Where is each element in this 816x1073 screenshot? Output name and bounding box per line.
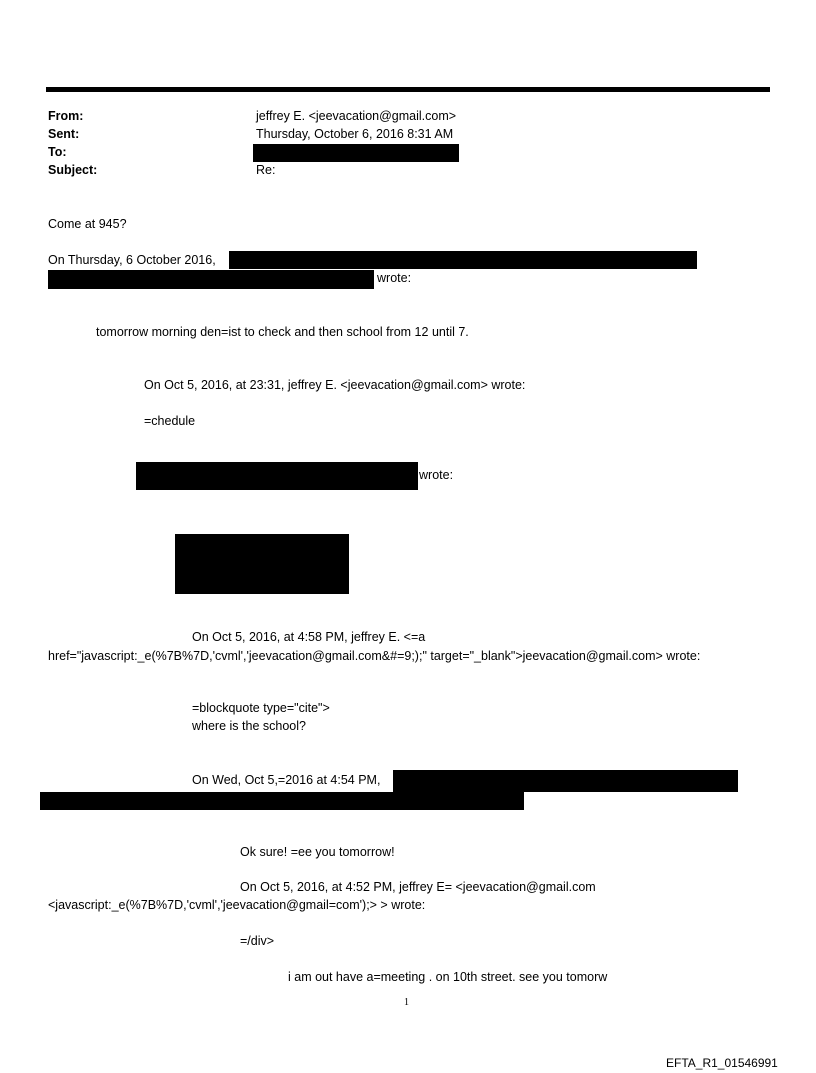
body-line-10: =blockquote type="cite"> xyxy=(192,701,330,715)
body-line-6: =chedule xyxy=(144,414,196,428)
body-line-7: wrote: xyxy=(419,468,454,482)
from-label: From: xyxy=(48,109,84,123)
bates-stamp: EFTA_R1_01546991 xyxy=(666,1056,778,1070)
body-line-1: Come at 945? xyxy=(48,217,127,231)
body-line-4: tomorrow morning den=ist to check and then school from 12 until 7. xyxy=(96,325,469,339)
redaction-sender-1b xyxy=(48,270,374,289)
body-line-12: On Wed, Oct 5,=2016 at 4:54 PM, xyxy=(192,773,381,787)
redaction-block xyxy=(175,534,349,594)
subject-value: Re: xyxy=(256,163,276,177)
header-rule xyxy=(46,87,770,92)
body-line-17: i am out have a=meeting . on 10th street. see you tomorw xyxy=(288,970,608,984)
body-line-16: =/div> xyxy=(240,934,275,948)
redaction-to xyxy=(253,144,459,162)
body-line-3: wrote: xyxy=(377,271,412,285)
body-line-13: Ok sure! =ee you tomorrow! xyxy=(240,845,395,859)
subject-label: Subject: xyxy=(48,163,98,177)
sent-label: Sent: xyxy=(48,127,80,141)
sent-value: Thursday, October 6, 2016 8:31 AM xyxy=(256,127,454,141)
redaction-sender-2 xyxy=(136,462,418,490)
body-line-5: On Oct 5, 2016, at 23:31, jeffrey E. <jeevacation@gmail.com> wrote: xyxy=(144,378,526,392)
redaction-sender-3a xyxy=(393,770,738,792)
redaction-sender-3b xyxy=(40,792,524,810)
from-value: jeffrey E. <jeevacation@gmail.com> xyxy=(256,109,457,123)
page-number: 1 xyxy=(404,997,409,1008)
to-label: To: xyxy=(48,145,67,159)
body-line-15: <javascript:_e(%7B%7D,'cvml','jeevacation@gmail=com');> > wrote: xyxy=(48,898,426,912)
body-line-11: where is the school? xyxy=(192,719,306,733)
body-line-2: On Thursday, 6 October 2016, xyxy=(48,253,216,267)
body-line-9: href="javascript:_e(%7B%7D,'cvml','jeevacation@gmail.com&#=9;);" target="_blank">jeevacation@gmail.com> wrote: xyxy=(48,649,701,663)
redaction-sender-1a xyxy=(229,251,697,269)
body-line-14: On Oct 5, 2016, at 4:52 PM, jeffrey E= <jeevacation@gmail.com xyxy=(240,880,596,894)
body-line-8: On Oct 5, 2016, at 4:58 PM, jeffrey E. <=a xyxy=(192,630,426,644)
